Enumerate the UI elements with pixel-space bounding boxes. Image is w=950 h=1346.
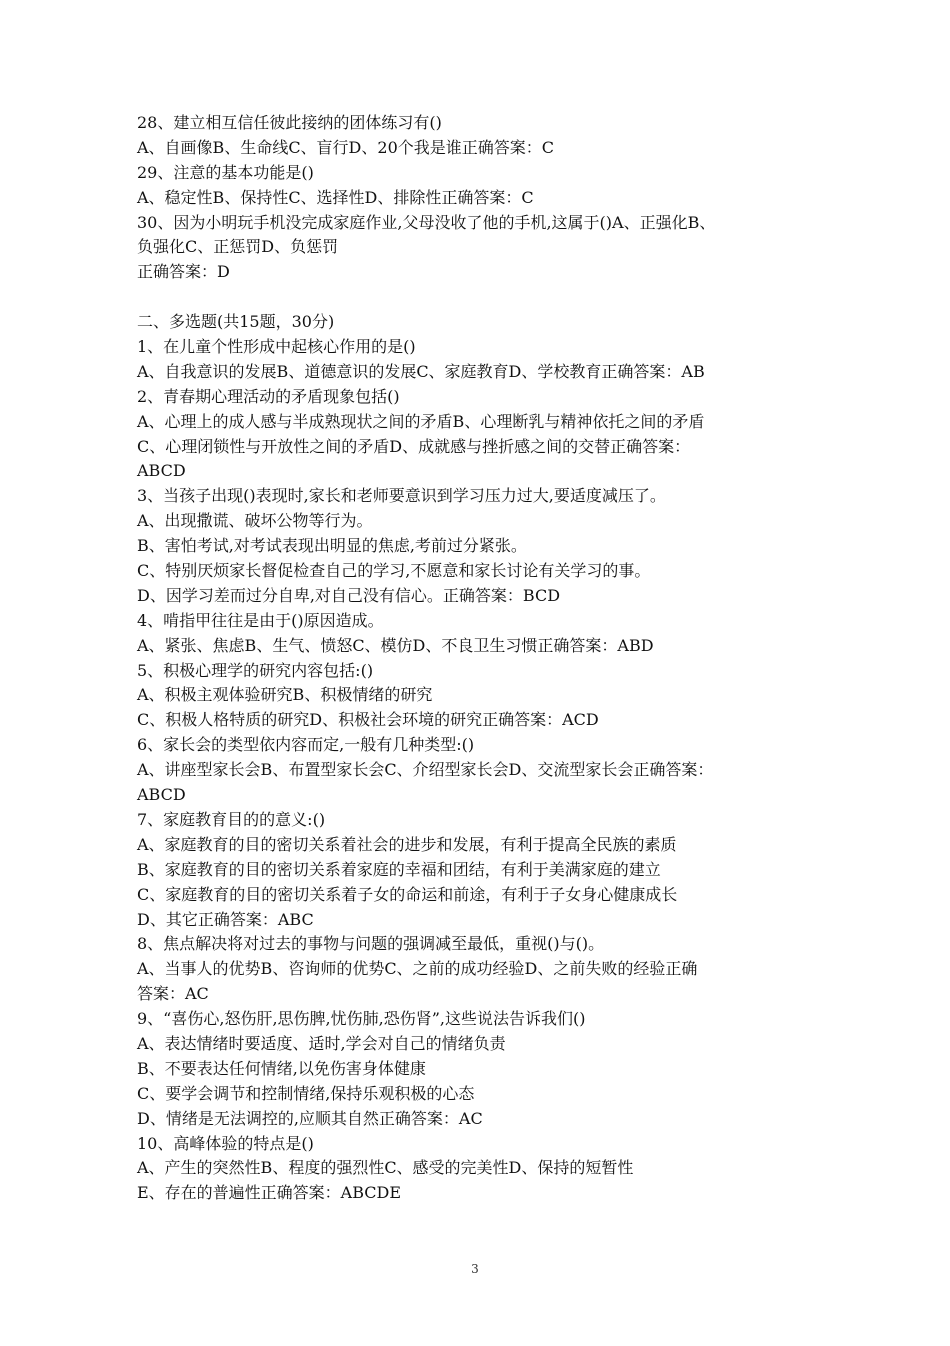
text-line: 答案：AC: [137, 984, 209, 1004]
text-line: D、其它正确答案：ABC: [137, 909, 314, 929]
text-line: 正确答案：D: [137, 262, 230, 282]
text-line: C、要学会调节和控制情绪,保持乐观积极的心态: [137, 1083, 475, 1103]
text-line: 29、注意的基本功能是(): [137, 162, 314, 182]
question-block-part1: [137, 111, 837, 285]
text-line: A、当事人的优势B、咨询师的优势C、之前的成功经验D、之前失败的经验正确: [137, 959, 698, 979]
text-line: A、家庭教育的目的密切关系着社会的进步和发展，有利于提高全民族的素质: [137, 834, 677, 854]
text-line: 6、家长会的类型依内容而定,一般有几种类型:(): [137, 735, 475, 755]
text-line: B、家庭教育的目的密切关系着家庭的幸福和团结，有利于美满家庭的建立: [137, 859, 661, 879]
text-line: ABCD: [137, 461, 186, 481]
text-line: B、害怕考试,对考试表现出明显的焦虑,考前过分紧张。: [137, 536, 527, 556]
text-line: A、紧张、焦虑B、生气、愤怒C、模仿D、不良卫生习惯正确答案：ABD: [137, 635, 654, 655]
text-line: A、积极主观体验研究B、积极情绪的研究: [137, 685, 433, 705]
text-line: 负强化C、正惩罚D、负惩罚: [137, 237, 339, 257]
text-line: 4、啃指甲往往是由于()原因造成。: [137, 610, 384, 630]
text-line: C、特别厌烦家长督促检查自己的学习,不愿意和家长讨论有关学习的事。: [137, 561, 651, 581]
text-line: 7、家庭教育目的的意义:(): [137, 809, 326, 829]
text-line: A、自我意识的发展B、道德意识的发展C、家庭教育D、学校教育正确答案：AB: [137, 361, 705, 381]
text-line: 28、建立相互信任彼此接纳的团体练习有(): [137, 113, 442, 132]
page-number: 3: [471, 1262, 479, 1276]
text-line: D、情绪是无法调控的,应顺其自然正确答案：AC: [137, 1108, 483, 1128]
text-line: 10、高峰体验的特点是(): [137, 1133, 314, 1153]
text-line: C、积极人格特质的研究D、积极社会环境的研究正确答案：ACD: [137, 710, 599, 730]
section-gap: [137, 285, 837, 310]
text-line: A、讲座型家长会B、布置型家长会C、介绍型家长会D、交流型家长会正确答案：: [137, 760, 714, 780]
text-line: A、自画像B、生命线C、盲行D、20个我是谁正确答案：C: [137, 137, 554, 157]
text-line: A、心理上的成人感与半成熟现状之间的矛盾B、心理断乳与精神依托之间的矛盾: [137, 411, 705, 431]
text-line: E、存在的普遍性正确答案：ABCDE: [137, 1183, 402, 1203]
text-line: A、稳定性B、保持性C、选择性D、排除性正确答案：C: [137, 187, 534, 207]
text-line: C、心理闭锁性与开放性之间的矛盾D、成就感与挫折感之间的交替正确答案：: [137, 436, 691, 456]
text-line: B、不要表达任何情绪,以免伤害身体健康: [137, 1058, 426, 1078]
text-line: 9、“喜伤心,怒伤肝,思伤脾,忧伤肺,恐伤肾”,这些说法告诉我们(): [137, 1009, 586, 1029]
text-line: 1、在儿童个性形成中起核心作用的是(): [137, 337, 416, 357]
text-line: 3、当孩子出现()表现时,家长和老师要意识到学习压力过大,要适度减压了。: [137, 486, 666, 506]
text-line: A、出现撒谎、破坏公物等行为。: [137, 511, 373, 531]
text-line: D、因学习差而过分自卑,对自己没有信心。正确答案：BCD: [137, 585, 561, 605]
text-line: 2、青春期心理活动的矛盾现象包括(): [137, 386, 400, 406]
question-block-part2: [137, 310, 837, 1206]
text-line: A、产生的突然性B、程度的强烈性C、感受的完美性D、保持的短暂性: [137, 1158, 634, 1178]
text-line: 5、积极心理学的研究内容包括:(): [137, 660, 374, 680]
text-line: C、家庭教育的目的密切关系着子女的命运和前途，有利于子女身心健康成长: [137, 884, 678, 904]
document-body: [137, 111, 837, 1206]
text-line: 二、多选题(共15题，30分): [137, 312, 335, 332]
text-line: A、表达情绪时要适度、适时,学会对自己的情绪负责: [137, 1033, 506, 1053]
text-line: ABCD: [137, 785, 186, 805]
text-line: 30、因为小明玩手机没完成家庭作业,父母没收了他的手机,这属于()A、正强化B、: [137, 212, 716, 232]
text-line: 8、焦点解决将对过去的事物与问题的强调减至最低，重视()与()。: [137, 934, 605, 954]
